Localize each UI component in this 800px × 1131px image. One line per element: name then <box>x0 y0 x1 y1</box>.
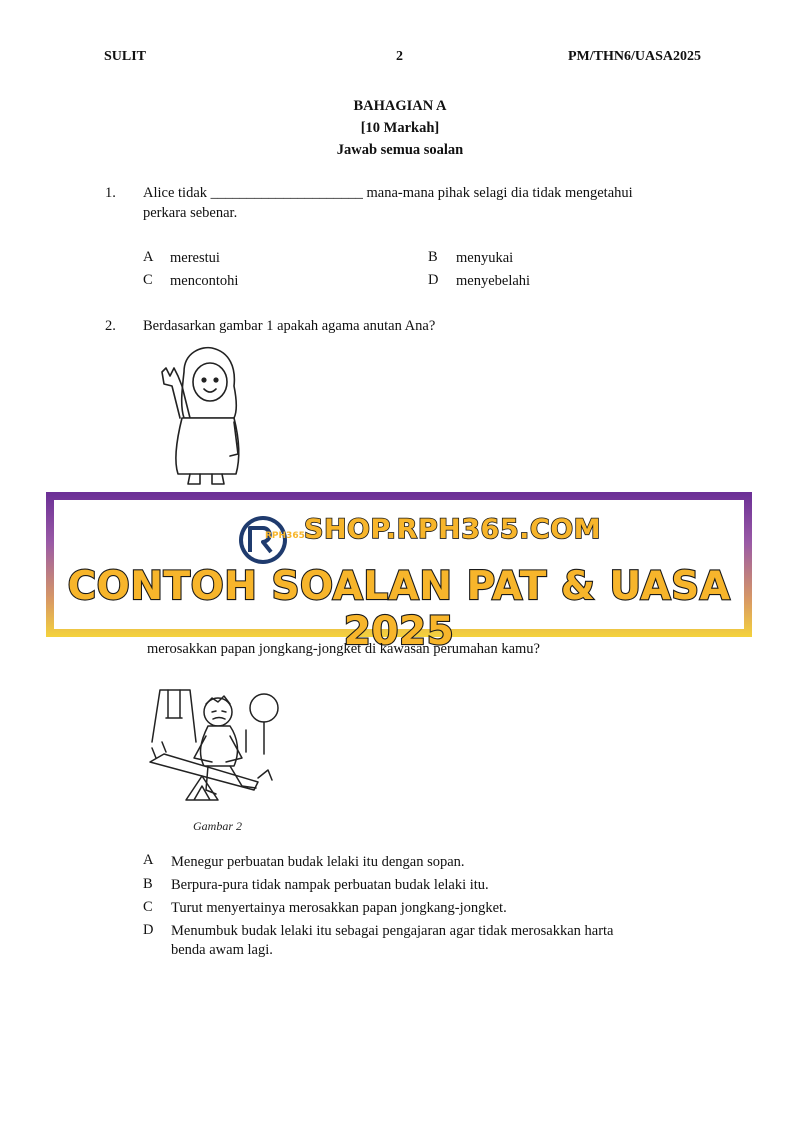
header-page-number: 2 <box>396 49 403 64</box>
header-sulit: SULIT <box>104 49 147 64</box>
q1-option-a-letter: A <box>143 249 154 265</box>
q1-option-b-letter: B <box>428 249 438 265</box>
logo-text: RPH365 <box>265 531 305 541</box>
question-1-stem-line1: Alice tidak _____________________ mana-mana pihak selagi dia tidak mengetahui <box>143 185 633 201</box>
q3-option-b-text: Berpura-pura tidak nampak perbuatan budak lelaki itu. <box>171 877 489 893</box>
q1-option-a-text: merestui <box>170 250 220 266</box>
boy-seesaw-illustration <box>146 682 284 814</box>
question-2-stem: Berdasarkan gambar 1 apakah agama anutan Ana? <box>143 318 436 334</box>
q1-option-d-text: menyebelahi <box>456 273 531 289</box>
q3-option-d-letter: D <box>143 922 154 938</box>
q3-option-c-letter: C <box>143 899 153 915</box>
section-marks: [10 Markah] <box>360 120 440 136</box>
q3-option-d-text-line2: benda awam lagi. <box>171 942 273 958</box>
question-2-number: 2. <box>105 318 116 334</box>
hijab-girl-illustration <box>150 342 250 490</box>
q1-option-c-text: mencontohi <box>170 273 239 289</box>
q3-option-d-text: Menumbuk budak lelaki itu sebagai pengajaran agar tidak merosakkan harta <box>171 923 614 939</box>
gambar-2-caption: Gambar 2 <box>193 819 243 833</box>
shop-url[interactable]: SHOP.RPH365.COM <box>304 514 602 545</box>
section-instruction: Jawab semua soalan <box>336 142 464 158</box>
q3-option-a-text: Menegur perbuatan budak lelaki itu dengan sopan. <box>171 854 465 870</box>
section-title: BAHAGIAN A <box>353 98 447 114</box>
q1-option-d-letter: D <box>428 272 439 288</box>
question-1-stem-line2: perkara sebenar. <box>143 205 238 221</box>
rph365-logo-icon <box>237 514 305 566</box>
q3-option-a-letter: A <box>143 852 154 868</box>
header-code: PM/THN6/UASA2025 <box>568 49 701 64</box>
question-1-number: 1. <box>105 185 116 201</box>
q1-option-b-text: menyukai <box>456 250 514 266</box>
question-3-stem: merosakkan papan jongkang-jongket di kawasan perumahan kamu? <box>147 641 540 657</box>
q3-option-b-letter: B <box>143 876 153 892</box>
q1-option-c-letter: C <box>143 272 153 288</box>
q3-option-c-text: Turut menyertainya merosakkan papan jongkang-jongket. <box>171 900 507 916</box>
banner-headline: CONTOH SOALAN PAT & UASA 2025 <box>67 564 731 654</box>
